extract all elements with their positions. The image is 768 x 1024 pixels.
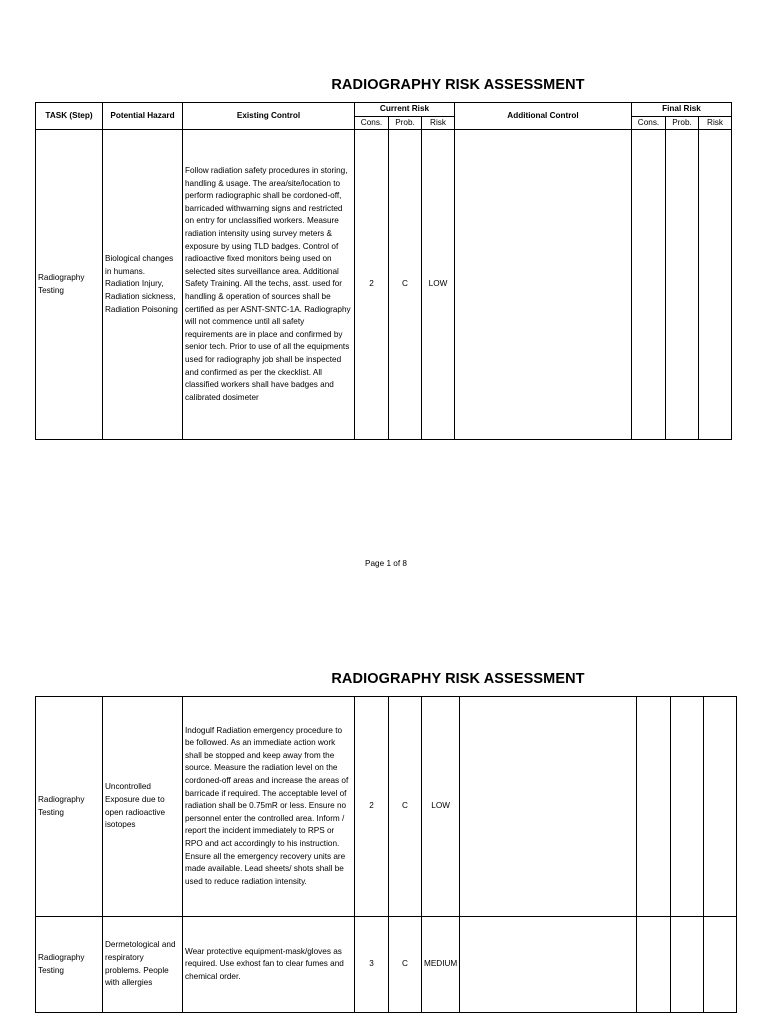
current-prob-cell: C <box>389 130 422 440</box>
hazard-cell: Uncontrolled Exposure due to open radioactive isotopes <box>103 697 183 917</box>
risk-assessment-table-continued <box>35 696 737 1013</box>
table-row <box>36 130 732 440</box>
existing-control-cell: Indogulf Radiation emergency procedure to be followed. As an immediate action work shall be stopped and keep away from the source. Measure the radiation level on the cordoned-off areas and increase the areas of barricade if required. The acceptable level of radiation shall be 0.75mR or less. Ensure no personnel enter the controlled area. Inform / report the incident immediately to RPS or RPO and act accordingly to his instruction. Ensure all the emergency recovery units are made available. Lead sheets/ shots shall be used to reduce radiation intensity. <box>183 697 355 917</box>
current-cons-cell: 3 <box>355 917 389 1013</box>
header-final-risk: Final Risk <box>632 103 732 117</box>
page-number: Page 1 of 8 <box>365 559 407 568</box>
header-current-cons: Cons. <box>355 116 389 130</box>
task-cell: Radiography Testing <box>36 697 103 917</box>
risk-assessment-table <box>35 102 732 440</box>
final-prob-cell <box>666 130 699 440</box>
task-cell: Radiography Testing <box>36 130 103 440</box>
final-risk-cell <box>704 697 737 917</box>
current-risk-cell: LOW <box>422 697 460 917</box>
header-existing-control: Existing Control <box>183 103 355 130</box>
additional-control-cell <box>455 130 632 440</box>
task-cell: Radiography Testing <box>36 917 103 1013</box>
header-current-risk-level: Risk <box>422 116 455 130</box>
hazard-cell: Dermetological and respiratory problems. People with allergies <box>103 917 183 1013</box>
final-prob-cell <box>671 697 704 917</box>
current-cons-cell: 2 <box>355 130 389 440</box>
current-cons-cell: 2 <box>355 697 389 917</box>
table-row <box>36 917 737 1013</box>
header-task: TASK (Step) <box>36 103 103 130</box>
header-potential-hazard: Potential Hazard <box>103 103 183 130</box>
current-risk-cell: LOW <box>422 130 455 440</box>
final-cons-cell <box>637 697 671 917</box>
header-current-risk: Current Risk <box>355 103 455 117</box>
current-prob-cell: C <box>389 697 422 917</box>
final-risk-cell <box>704 917 737 1013</box>
final-risk-cell <box>699 130 732 440</box>
final-prob-cell <box>671 917 704 1013</box>
table-row <box>36 697 737 917</box>
final-cons-cell <box>637 917 671 1013</box>
header-final-prob: Prob. <box>666 116 699 130</box>
header-final-risk-level: Risk <box>699 116 732 130</box>
additional-control-cell <box>460 697 637 917</box>
current-risk-cell: MEDIUM <box>422 917 460 1013</box>
header-final-cons: Cons. <box>632 116 666 130</box>
page-title: RADIOGRAPHY RISK ASSESSMENT <box>331 671 585 687</box>
page-title: RADIOGRAPHY RISK ASSESSMENT <box>331 77 585 93</box>
header-row <box>36 103 732 117</box>
existing-control-cell: Wear protective equipment-mask/gloves as required. Use exhost fan to clear fumes and chemical order. <box>183 917 355 1013</box>
current-prob-cell: C <box>389 917 422 1013</box>
hazard-cell: Biological changes in humans. Radiation Injury, Radiation sickness, Radiation Poisoning <box>103 130 183 440</box>
header-additional-control: Additional Control <box>455 103 632 130</box>
additional-control-cell <box>460 917 637 1013</box>
final-cons-cell <box>632 130 666 440</box>
header-current-prob: Prob. <box>389 116 422 130</box>
existing-control-cell: Follow radiation safety procedures in storing, handling & usage. The area/site/location to perform radiographic shall be cordoned-off, barricaded withwarning signs and restricted on entry for unclassified workers. Measure radiation intensity using survey meters & exposure by using TLD badges. Control of radioactive fixed monitors being used on selected sites surveillance area. Additional Safety Training. All the techs, asst. used for handling & operation of sources shall be certified as per ASNT-SNTC-1A. Radiography will not commence until all safety requirements are in place and confirmed by senior tech. Prior to use of all the equipments used for radiography job shall be inspected and confirmed as per the ckecklist. All classified workers shall have badges and calibrated dosimeter <box>183 130 355 440</box>
